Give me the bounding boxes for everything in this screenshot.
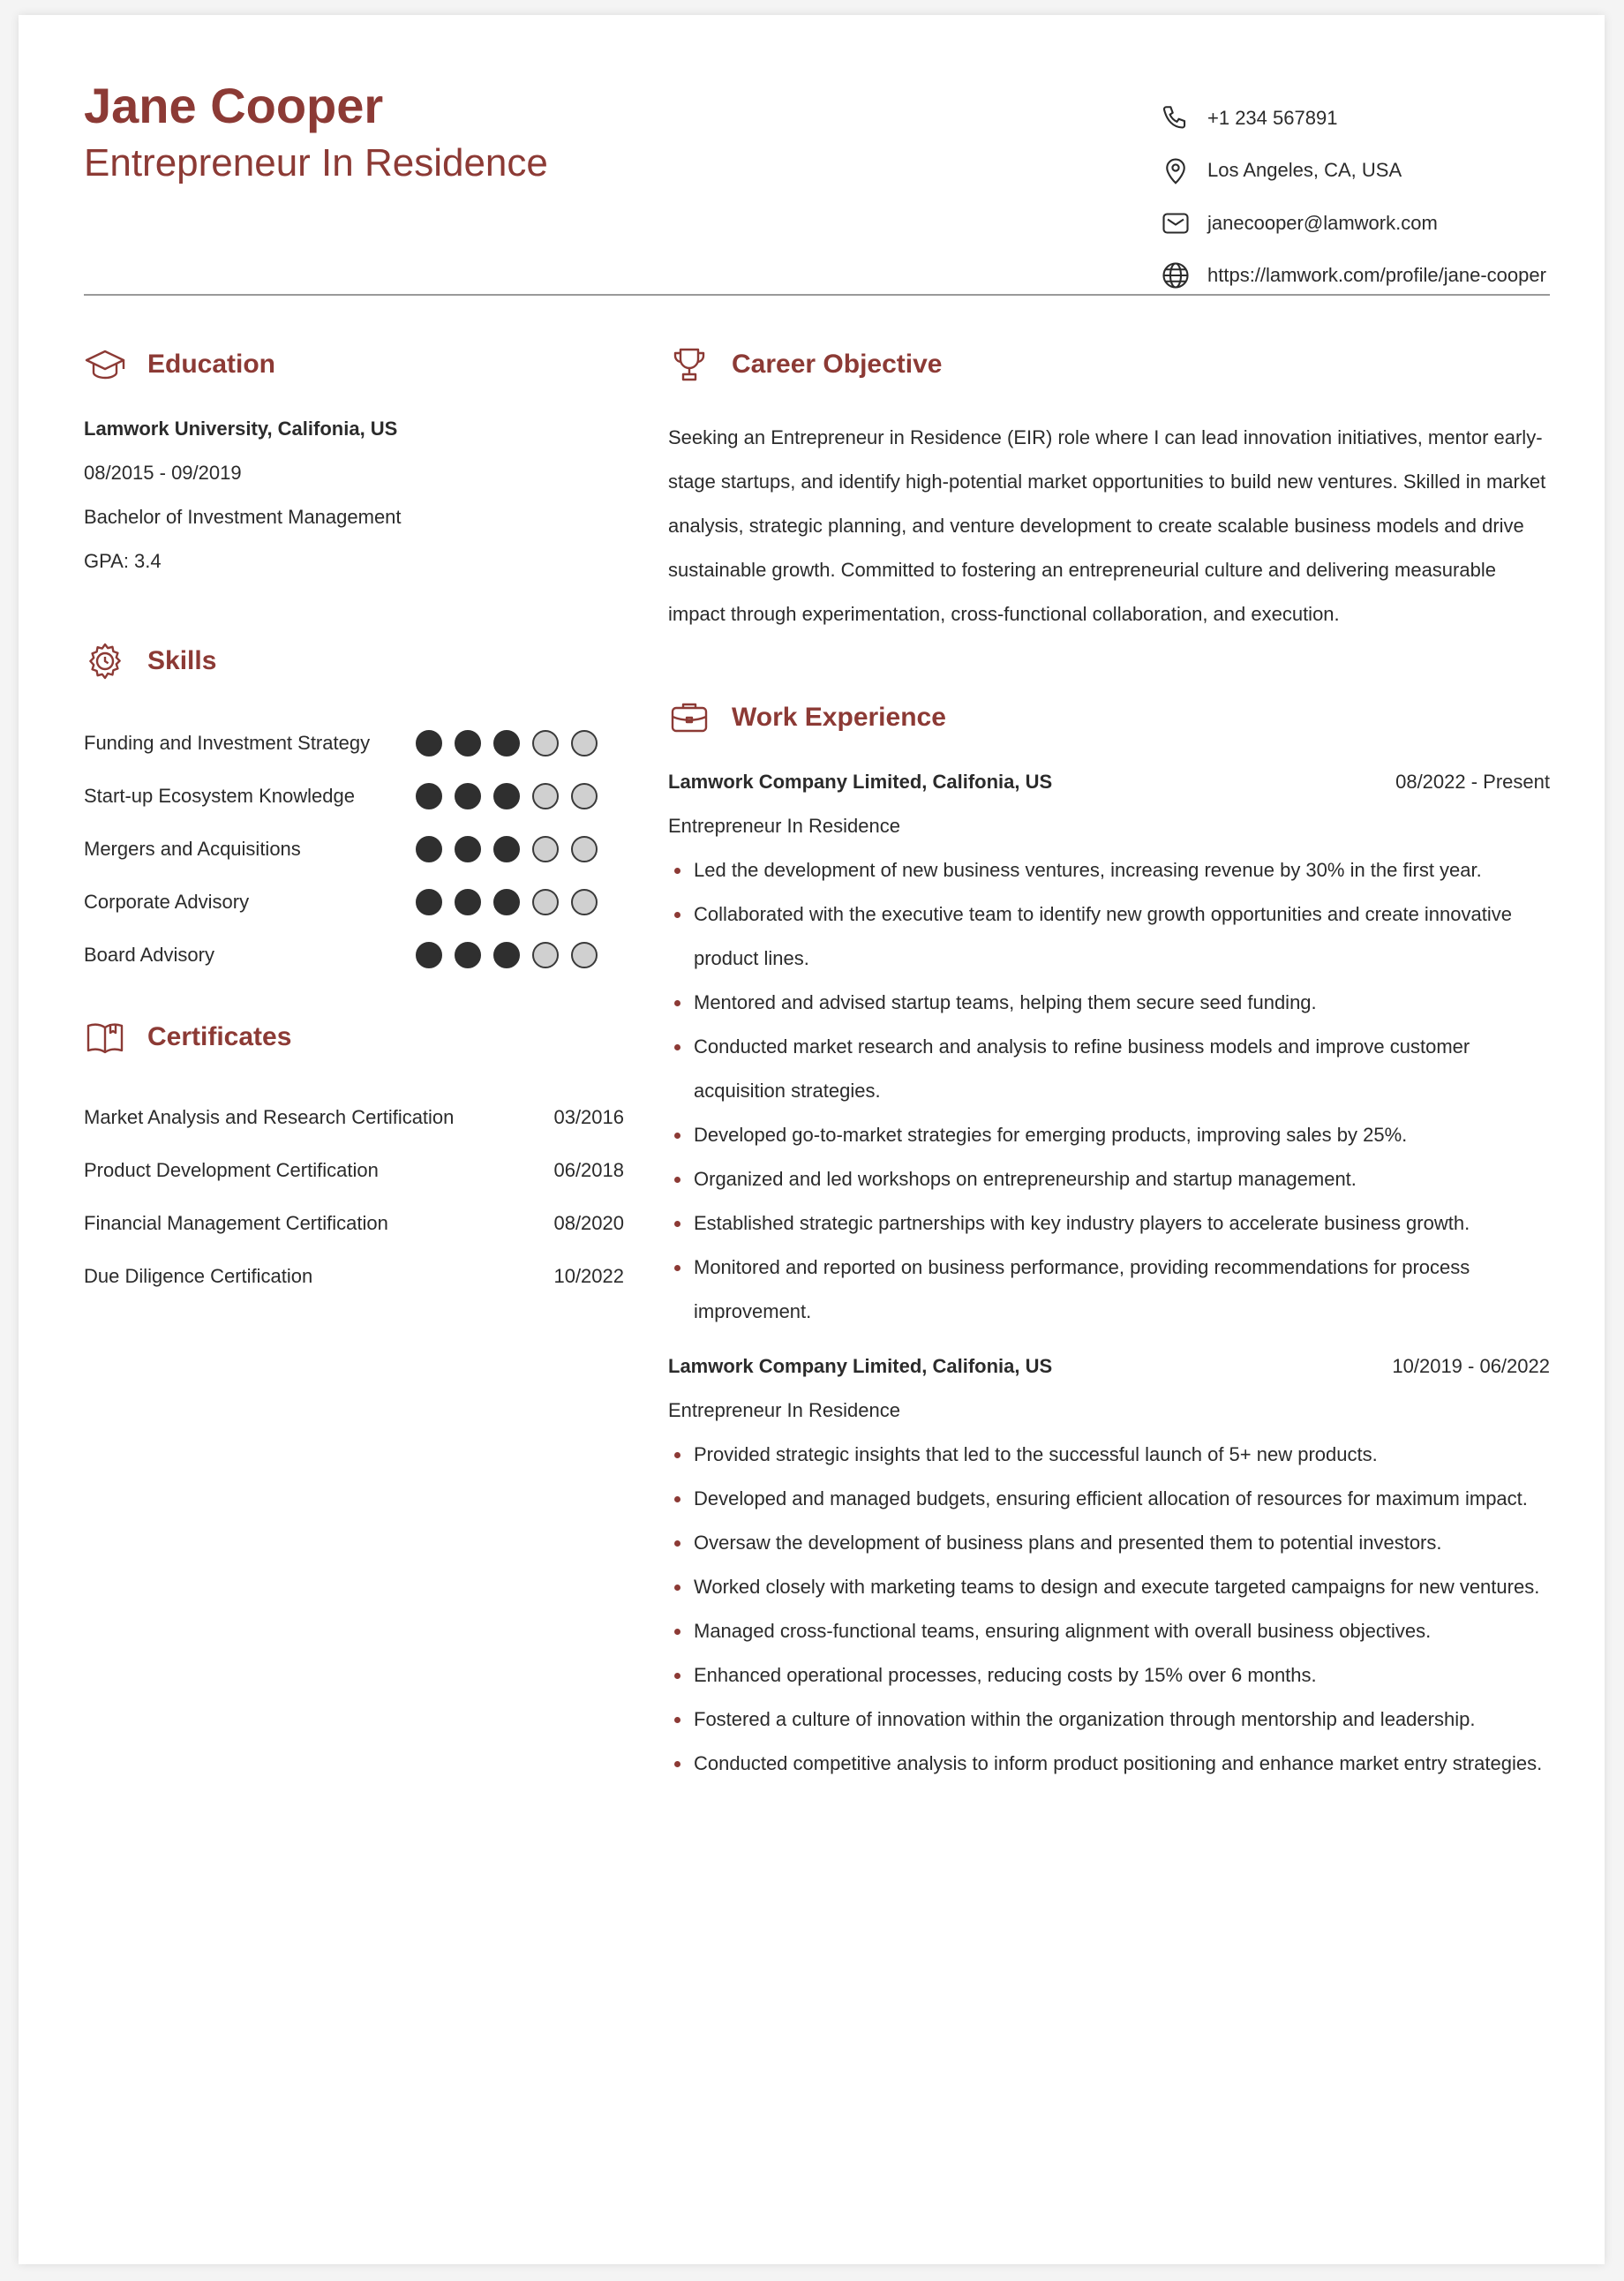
certificate-date: 06/2018 (553, 1159, 624, 1181)
education-heading (84, 343, 275, 386)
rating-dot-empty (571, 942, 598, 968)
rating-dot-filled (416, 730, 442, 757)
phone-icon (1160, 102, 1192, 134)
location-pin-icon (1160, 154, 1192, 186)
gear-icon (84, 640, 126, 682)
rating-dot-filled (455, 783, 481, 809)
job-dates: 08/2022 - Present (1395, 771, 1550, 793)
job-bullet: Conducted market research and analysis to refine business models and improve customer acquisition strategies. (668, 1025, 1551, 1113)
rating-dot-filled (455, 942, 481, 968)
job-bullet: Developed go-to-market strategies for emerging products, improving sales by 25%. (668, 1113, 1551, 1157)
job-bullet: Led the development of new business ventures, increasing revenue by 30% in the first year. (668, 848, 1551, 892)
globe-icon (1160, 260, 1192, 291)
rating-dot-filled (493, 836, 520, 862)
resume-page (19, 15, 1605, 2264)
job-bullet: Collaborated with the executive team to identify new growth opportunities and create innovative product lines. (668, 892, 1551, 981)
rating-dot-filled (455, 730, 481, 757)
rating-dot-filled (493, 889, 520, 915)
rating-dot-empty (532, 730, 559, 757)
job-role: Entrepreneur In Residence (668, 1399, 900, 1421)
objective-heading (668, 343, 942, 386)
trophy-icon (668, 343, 710, 386)
certificate-date: 03/2016 (553, 1106, 624, 1128)
job-company: Lamwork Company Limited, Califonia, US (668, 771, 1053, 793)
rating-dot-filled (493, 942, 520, 968)
contact-website-text: https://lamwork.com/profile/jane-cooper (1207, 264, 1546, 286)
briefcase-icon (668, 696, 710, 739)
rating-dot-filled (493, 783, 520, 809)
certificate-name: Market Analysis and Research Certification (84, 1106, 455, 1128)
book-icon (84, 1016, 126, 1058)
job-bullet: Managed cross-functional teams, ensuring alignment with overall business objectives. (668, 1609, 1551, 1653)
contact-location (1160, 152, 1402, 189)
skills-heading (84, 640, 216, 682)
job-bullet: Fostered a culture of innovation within the organization through mentorship and leadership. (668, 1698, 1551, 1742)
contact-website (1160, 257, 1546, 294)
skills-heading-text: Skills (147, 646, 217, 675)
certificate-date: 10/2022 (553, 1265, 624, 1287)
rating-dot-empty (532, 783, 559, 809)
experience-heading-text: Work Experience (732, 703, 946, 732)
certificate-name: Financial Management Certification (84, 1212, 388, 1234)
certificate-name: Due Diligence Certification (84, 1265, 313, 1287)
job-company: Lamwork Company Limited, Califonia, US (668, 1355, 1053, 1377)
certificate-date: 08/2020 (553, 1212, 624, 1234)
job-dates: 10/2019 - 06/2022 (1392, 1355, 1550, 1377)
contact-location-text: Los Angeles, CA, USA (1207, 159, 1402, 181)
rating-dot-filled (416, 783, 442, 809)
rating-dot-filled (455, 889, 481, 915)
rating-dot-empty (532, 942, 559, 968)
rating-dot-filled (416, 942, 442, 968)
header-divider (84, 294, 1550, 296)
rating-dot-filled (455, 836, 481, 862)
skill-rating (416, 730, 610, 757)
rating-dot-filled (416, 836, 442, 862)
rating-dot-empty (571, 836, 598, 862)
experience-heading (668, 696, 946, 739)
job-bullet: Worked closely with marketing teams to design and execute targeted campaigns for new ventures. (668, 1565, 1551, 1609)
education-gpa: GPA: 3.4 (84, 550, 162, 572)
rating-dot-empty (571, 889, 598, 915)
skill-name: Board Advisory (84, 944, 214, 966)
rating-dot-empty (571, 730, 598, 757)
job-bullet: Monitored and reported on business performance, providing recommendations for process improvement. (668, 1246, 1551, 1334)
job-bullet: Conducted competitive analysis to inform product positioning and enhance market entry strategies. (668, 1742, 1551, 1786)
envelope-icon (1160, 207, 1192, 239)
skill-name: Corporate Advisory (84, 891, 250, 913)
objective-heading-text: Career Objective (732, 350, 943, 379)
contact-phone-text: +1 234 567891 (1207, 107, 1338, 129)
skill-rating (416, 836, 610, 862)
job-bullets (668, 848, 1551, 1334)
candidate-name: Jane Cooper (84, 78, 384, 133)
job-bullet: Organized and led workshops on entrepreneurship and startup management. (668, 1157, 1551, 1201)
skill-rating (416, 889, 610, 915)
education-school: Lamwork University, Califonia, US (84, 418, 398, 440)
graduation-cap-icon (84, 343, 126, 386)
job-bullet: Provided strategic insights that led to the successful launch of 5+ new products. (668, 1433, 1551, 1477)
candidate-title: Entrepreneur In Residence (84, 141, 548, 184)
certificate-name: Product Development Certification (84, 1159, 379, 1181)
rating-dot-filled (493, 730, 520, 757)
objective-text: Seeking an Entrepreneur in Residence (EIR) role where I can lead innovation initiatives, mentor early-stage startups, and identify high-potential market opportunities to build new ventures. Skilled in market analysis, strategic planning, and venture development to create scalable business models and drive sustainable growth. Committed to fostering an entrepreneurial culture and delivering measurable impact through experimentation, cross-functional collaboration, and execution. (668, 426, 1546, 625)
skill-name: Start-up Ecosystem Knowledge (84, 785, 355, 807)
skill-name: Mergers and Acquisitions (84, 838, 301, 860)
job-bullets (668, 1433, 1551, 1786)
contact-email (1160, 205, 1438, 242)
contact-phone (1160, 100, 1337, 137)
job-bullet: Developed and managed budgets, ensuring efficient allocation of resources for maximum impact. (668, 1477, 1551, 1521)
skill-rating (416, 942, 610, 968)
job-role: Entrepreneur In Residence (668, 815, 900, 837)
education-heading-text: Education (147, 350, 276, 379)
certificates-heading (84, 1016, 291, 1058)
job-bullet: Established strategic partnerships with key industry players to accelerate business growth. (668, 1201, 1551, 1246)
skill-name: Funding and Investment Strategy (84, 732, 371, 754)
job-bullet: Oversaw the development of business plans and presented them to potential investors. (668, 1521, 1551, 1565)
rating-dot-filled (416, 889, 442, 915)
education-dates: 08/2015 - 09/2019 (84, 462, 242, 484)
contact-email-text: janecooper@lamwork.com (1207, 212, 1438, 234)
job-bullet: Enhanced operational processes, reducing costs by 15% over 6 months. (668, 1653, 1551, 1698)
skill-rating (416, 783, 610, 809)
education-degree: Bachelor of Investment Management (84, 506, 402, 528)
rating-dot-empty (532, 889, 559, 915)
job-bullet: Mentored and advised startup teams, helping them secure seed funding. (668, 981, 1551, 1025)
rating-dot-empty (532, 836, 559, 862)
certificates-heading-text: Certificates (147, 1022, 292, 1051)
rating-dot-empty (571, 783, 598, 809)
